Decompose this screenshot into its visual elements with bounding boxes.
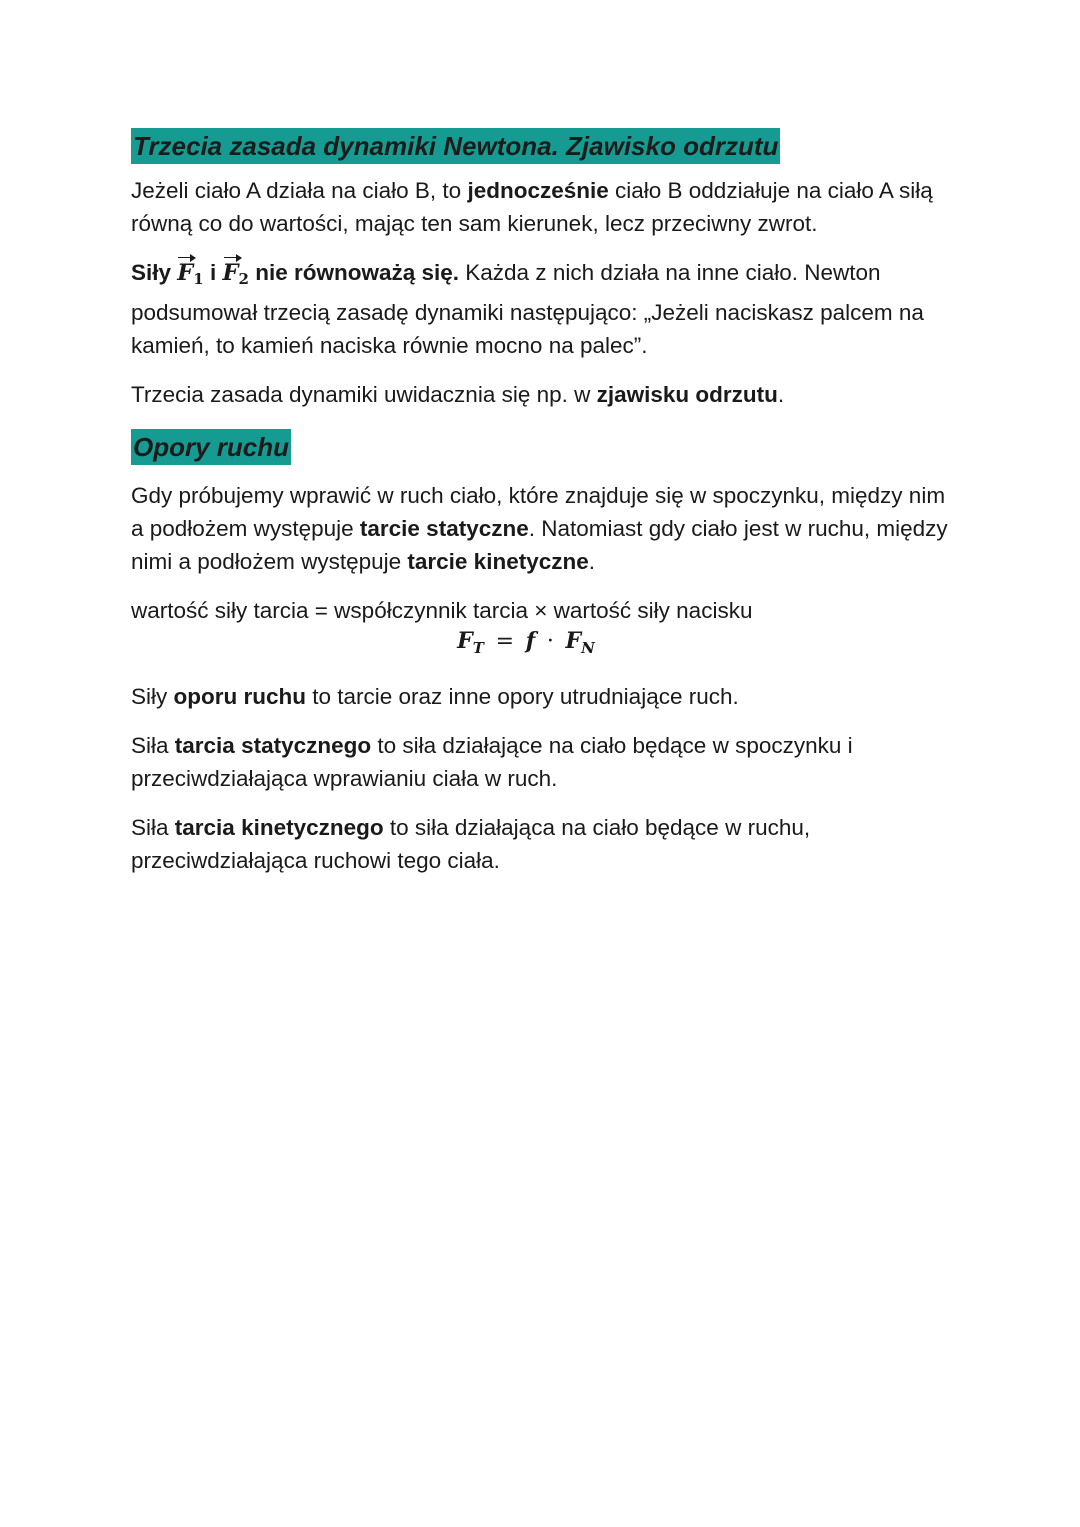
- bold-term-forces: Siły: [131, 260, 172, 285]
- friction-formula: $F_T = f \cdot F_N$: [457, 628, 595, 657]
- section-heading-motion-resistance: Opory ruchu: [131, 429, 291, 465]
- friction-formula-text: wartość siły tarcia = współczynnik tarcia × wartość siły nacisku: [131, 598, 753, 623]
- bold-term-recoil: zjawisku odrzutu: [596, 382, 778, 407]
- document-page: [131, 128, 961, 893]
- bold-term-motion-resistance: oporu ruchu: [173, 684, 306, 709]
- vector-f1: $F_1$: [177, 260, 203, 286]
- section-heading-third-law: Trzecia zasada dynamiki Newtona. Zjawisko odrzutu: [131, 128, 780, 164]
- paragraph-recoil: Trzecia zasada dynamiki uwidacznia się np. w zjawisku odrzutu.: [131, 382, 785, 407]
- paragraph-friction-types: Gdy próbujemy wprawić w ruch ciało, które znajduje się w spoczynku, między nim a podłożem występuje tarcie statyczne. Natomiast gdy ciało jest w ruchu, między nimi a podłożem występuje tarcie kinetyczne.: [131, 483, 948, 574]
- paragraph-forces-not-balanced: Siły $F_1$ i $F_2$ nie równoważą się. Każda z nich działa na inne ciało. Newton podsumował trzecią zasadę dynamiki następująco: „Jeżeli naciskasz palcem na kamień, to kamień naciska równie mocno na palec”.: [131, 256, 961, 362]
- vector-f2: $F_2$: [223, 260, 249, 286]
- bold-term-static-friction-force: tarcia statycznego: [174, 733, 372, 758]
- bold-term-simultaneously: jednocześnie: [467, 178, 609, 203]
- bold-term-not-balanced: nie równoważą się.: [255, 260, 460, 285]
- bold-term-kinetic-friction-force: tarcia kinetycznego: [174, 815, 384, 840]
- paragraph-kinetic-friction-force: Siła tarcia kinetycznego to siła działająca na ciało będące w ruchu, przeciwdziałająca ruchowi tego ciała.: [131, 815, 811, 873]
- paragraph-motion-resistance-forces: Siły oporu ruchu to tarcie oraz inne opory utrudniające ruch.: [131, 684, 739, 709]
- paragraph-third-law-definition: Jeżeli ciało A działa na ciało B, to jednocześnie ciało B oddziałuje na ciało A siłą równą co do wartości, mając ten sam kierunek, lecz przeciwny zwrot.: [131, 178, 933, 236]
- bold-term-static-friction: tarcie statyczne: [359, 516, 529, 541]
- paragraph-static-friction-force: Siła tarcia statycznego to siła działające na ciało będące w spoczynku i przeciwdziałająca wprawianiu ciała w ruch.: [131, 733, 853, 791]
- bold-term-kinetic-friction: tarcie kinetyczne: [407, 549, 589, 574]
